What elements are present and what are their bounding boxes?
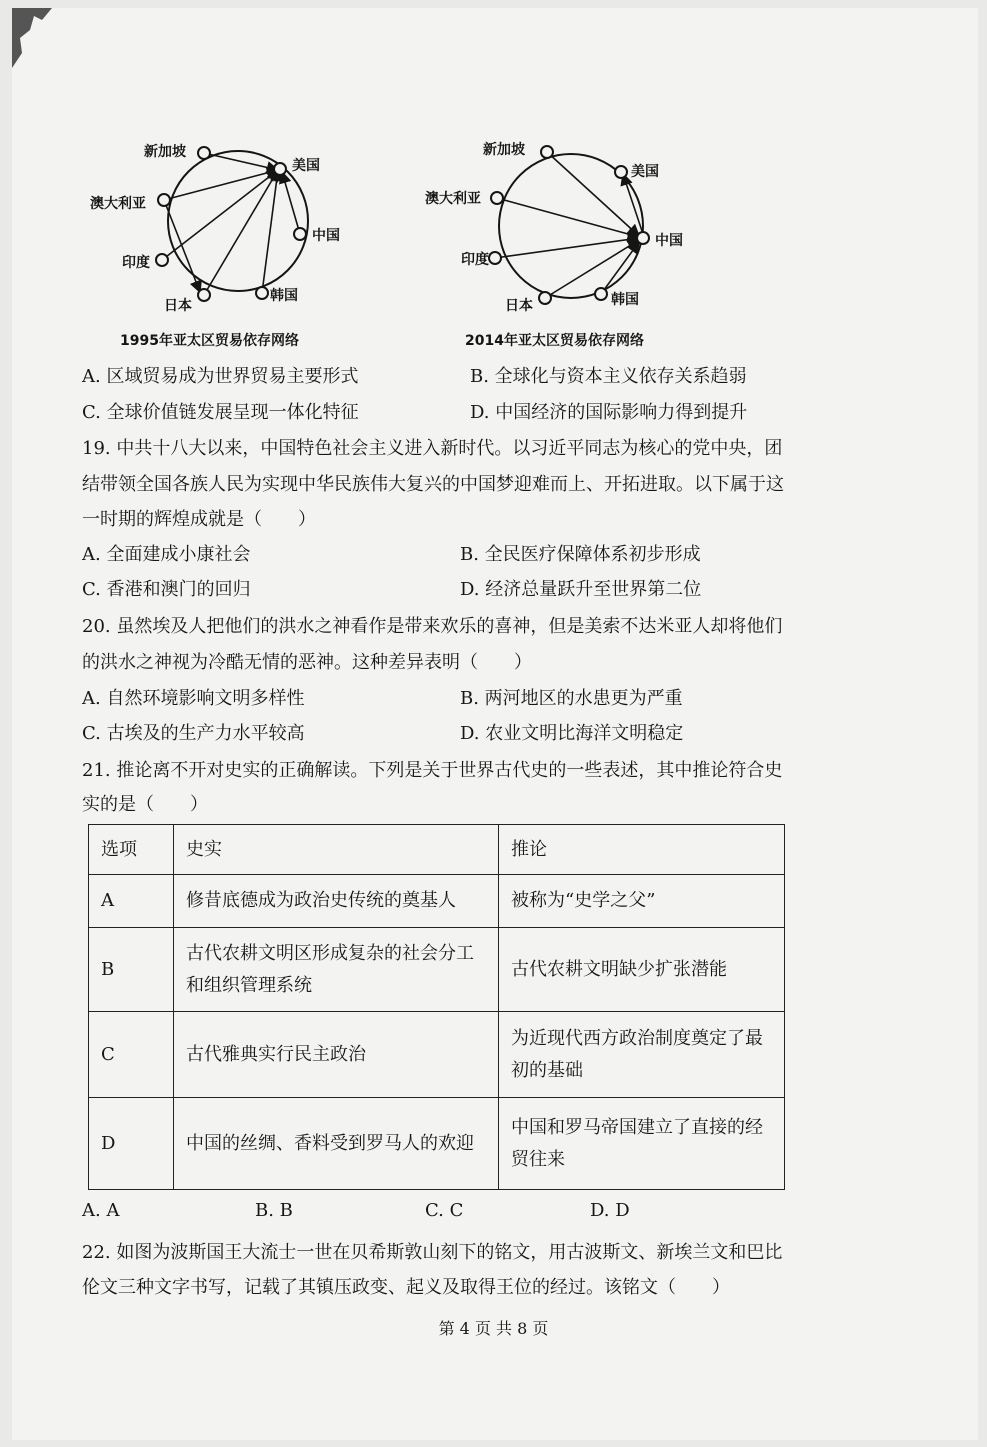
table-row (89, 1098, 785, 1190)
table-cell-inference: 为近现代西方政治制度奠定了最初的基础 (499, 1012, 785, 1098)
q21-option-c[interactable]: C. C (425, 1200, 464, 1221)
q21-option-d[interactable]: D. D (590, 1200, 630, 1221)
node-label-2014-2: 澳大利亚 (425, 191, 481, 207)
q21-stem-line2: 实的是（ ） (82, 794, 208, 815)
table-cell-fact: 古代农耕文明区形成复杂的社会分工和组织管理系统 (174, 928, 499, 1012)
node-label-2014-5: 日本 (505, 298, 533, 314)
node-label-2014-4: 印度 (461, 252, 489, 268)
q21-option-b[interactable]: B. B (255, 1200, 293, 1221)
table-cell-inference: 被称为“史学之父” (499, 875, 785, 928)
node-label-2014-3: 中国 (655, 233, 683, 249)
node-label-2014-1: 美国 (631, 164, 659, 180)
q20-stem-line1: 20. 虽然埃及人把他们的洪水之神看作是带来欢乐的喜神，但是美索不达米亚人却将他们 (82, 616, 783, 637)
q20-option-d[interactable]: D. 农业文明比海洋文明稳定 (460, 723, 684, 744)
q20-option-a[interactable]: A. 自然环境影响文明多样性 (82, 688, 305, 709)
node-label-1995-1: 美国 (292, 158, 320, 174)
table-cell-option: A (89, 875, 174, 928)
q19-stem-line2: 结带领全国各族人民为实现中华民族伟大复兴的中国梦迎难而上、开拓进取。以下属于这 (82, 474, 784, 495)
node-label-1995-4: 印度 (122, 255, 150, 271)
table-cell-fact: 修昔底德成为政治史传统的奠基人 (174, 875, 499, 928)
chart-caption-2014: 2014年亚太区贸易依存网络 (465, 333, 644, 349)
node-label-2014-0: 新加坡 (483, 142, 525, 158)
table-row (89, 928, 785, 1012)
table-header-option: 选项 (89, 825, 174, 875)
node-label-2014-6: 韩国 (611, 292, 639, 308)
table-cell-fact: 中国的丝绸、香料受到罗马人的欢迎 (174, 1098, 499, 1190)
table-cell-option: B (89, 928, 174, 1012)
table-row (89, 1012, 785, 1098)
table-cell-inference: 中国和罗马帝国建立了直接的经贸往来 (499, 1098, 785, 1190)
table-header-inference: 推论 (499, 825, 785, 875)
q22-stem-line2: 伦文三种文字书写，记载了其镇压政变、起义及取得王位的经过。该铭文（ ） (82, 1277, 730, 1298)
q19-option-a[interactable]: A. 全面建成小康社会 (82, 544, 251, 565)
q18-option-a[interactable]: A. 区域贸易成为世界贸易主要形式 (82, 366, 359, 387)
q19-stem-line3: 一时期的辉煌成就是（ ） (82, 509, 316, 530)
table-cell-inference: 古代农耕文明缺少扩张潜能 (499, 928, 785, 1012)
q21-table (88, 824, 785, 1190)
chart-caption-1995: 1995年亚太区贸易依存网络 (120, 333, 299, 349)
node-label-1995-0: 新加坡 (144, 144, 186, 160)
q20-option-c[interactable]: C. 古埃及的生产力水平较高 (82, 723, 305, 744)
q20-option-b[interactable]: B. 两河地区的水患更为严重 (460, 688, 683, 709)
trade-network-1995 (90, 130, 360, 364)
q19-option-b[interactable]: B. 全民医疗保障体系初步形成 (460, 544, 701, 565)
page-footer: 第 4 页 共 8 页 (438, 1319, 549, 1338)
q21-option-a[interactable]: A. A (82, 1200, 120, 1221)
table-row (89, 875, 785, 928)
torn-corner (12, 8, 52, 68)
table-cell-option: D (89, 1098, 174, 1190)
q21-stem-line1: 21. 推论离不开对史实的正确解读。下列是关于世界古代史的一些表述，其中推论符合史 (82, 760, 783, 781)
node-label-1995-2: 澳大利亚 (90, 196, 146, 212)
q19-option-c[interactable]: C. 香港和澳门的回归 (82, 579, 251, 600)
q18-option-b[interactable]: B. 全球化与资本主义依存关系趋弱 (470, 366, 747, 387)
node-label-1995-3: 中国 (312, 228, 340, 244)
q19-option-d[interactable]: D. 经济总量跃升至世界第二位 (460, 579, 702, 600)
q18-option-c[interactable]: C. 全球价值链发展呈现一体化特征 (82, 402, 359, 423)
table-cell-option: C (89, 1012, 174, 1098)
node-label-1995-5: 日本 (164, 298, 192, 314)
q18-option-d[interactable]: D. 中国经济的国际影响力得到提升 (470, 402, 748, 423)
q19-stem-line1: 19. 中共十八大以来，中国特色社会主义进入新时代。以习近平同志为核心的党中央，团 (82, 438, 783, 459)
q22-stem-line1: 22. 如图为波斯国王大流士一世在贝希斯敦山刻下的铭文，用古波斯文、新埃兰文和巴比 (82, 1242, 783, 1263)
table-cell-fact: 古代雅典实行民主政治 (174, 1012, 499, 1098)
table-header-fact: 史实 (174, 825, 499, 875)
node-label-1995-6: 韩国 (270, 288, 298, 304)
q20-stem-line2: 的洪水之神视为冷酷无情的恶神。这种差异表明（ ） (82, 652, 532, 673)
trade-network-2014 (425, 130, 705, 364)
